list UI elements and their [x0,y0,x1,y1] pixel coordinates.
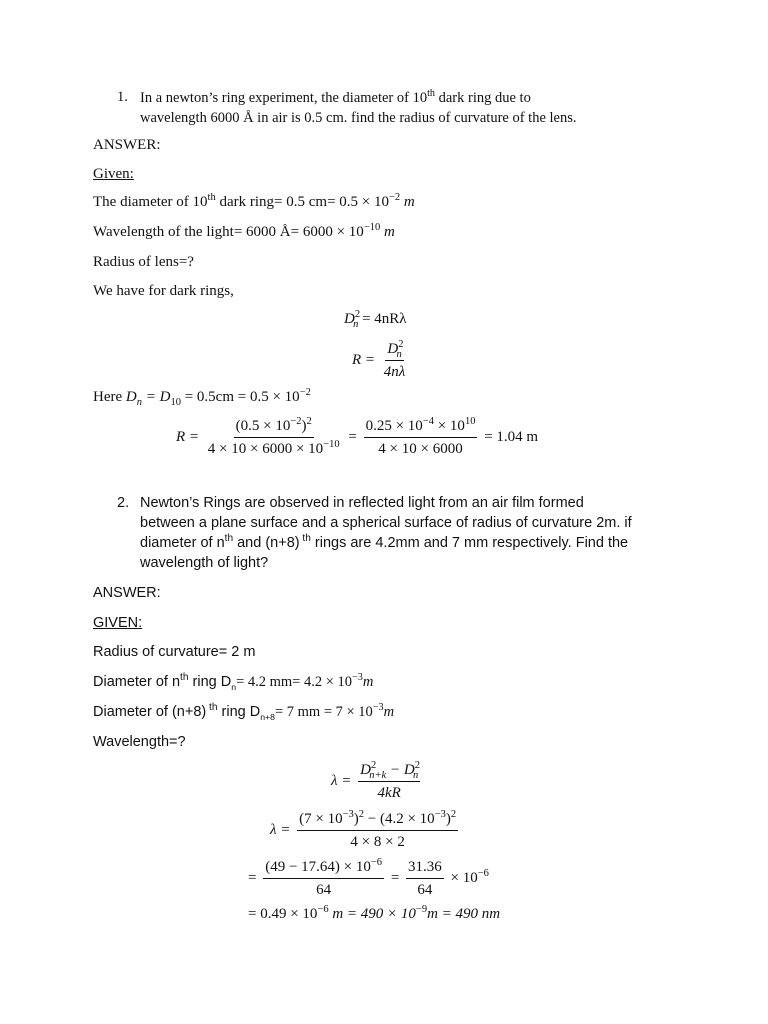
q2-given-label: GIVEN: [93,615,143,631]
q2-given-radius: Radius of curvature= 2 m [93,644,256,660]
q2-equation-wavelength: λ = $\frac{D^2_{n+k} - D^2_n}{4kR}$ [331,760,420,801]
q1-dark-rings-intro: We have for dark rings, [93,283,234,299]
q2-given-diameter-n8: Diameter of (n+8) $^{th}$ ring $D_{n+8}= 7$ mm = $7 \times 10^{-3}m$ [93,702,395,722]
q1-given-radius: Radius of lens=? [93,254,194,270]
q1-here-line: Here $D_n = D_{10} = 0.5cm = 0.5 \times 10^{-2}$ [93,387,311,408]
q2-given-wavelength: Wavelength=? [93,734,186,750]
q2-given-diameter-n: Diameter of $n^{th}$ ring $D_n= 4.2$ $mm= 4.2 \times 10^{-3}m$ [93,672,374,692]
q1-equation-radius: R = $\frac{D^2_n}{4n\lambda}$ [352,339,406,380]
q1-given-diameter: The diameter of 10th dark ring= 0.5 $cm= 0.5 \times 10^{-2}$ m [93,192,415,210]
q1-given-wavelength: Wavelength of the light= 6000 Å= $6000 \times 10^{-10}$ m [93,222,395,240]
q2-equation-simplify: = $\frac{(49 - 17.64) \times 10^{-6}}{64}$ = $\frac{31.36}{64}$ × $10^{-6}$ [248,857,489,898]
q2-text: Newton’s Rings are observed in reflected light from an air film formed between a plane surface and a spherical surface of radius of curvature 2m. if diameter of $n^{th}$ and (n+8) $^{th}$ rings are 4.2mm and 7 mm respectively. Find the wavelength of light? [140,495,632,571]
q2-equation-substitution: λ = $\frac{(7 \times 10^{-3})^2 - (4.2 \times 10^{-3})^2}{4 \times 8 \times 2}$ [270,809,457,850]
q2-answer-label: ANSWER: [93,585,161,601]
q2-number: 2. [117,495,130,511]
q1-number: 1. [117,89,128,105]
q1-answer-label: ANSWER: [93,137,161,153]
q1-equation-dark-ring: $D^2_n = 4nR\lambda$ [344,309,407,330]
q2-equation-result: = $0.49 \times 10^{-6}$ $m = 490 \times 10^{-9}m = 490$ nm [248,904,501,922]
q1-equation-calculation: R = $\frac{(0.5 \times 10^{-2})^2}{4 \times 10 \times 6000 \times 10^{-10}}$ = $\frac{0.25 \times 10^{-4} \times 10^{10}}{4 \times 10 \times 6000}$ = 1.04 m [176,416,539,457]
q1-given-label: Given: [93,166,134,182]
q1-text: In a newton’s ring experiment, the diameter of 10th dark ring due to wavelength 6000 Å in air is 0.5 cm. find the radius of curvature of the lens. [140,88,577,126]
